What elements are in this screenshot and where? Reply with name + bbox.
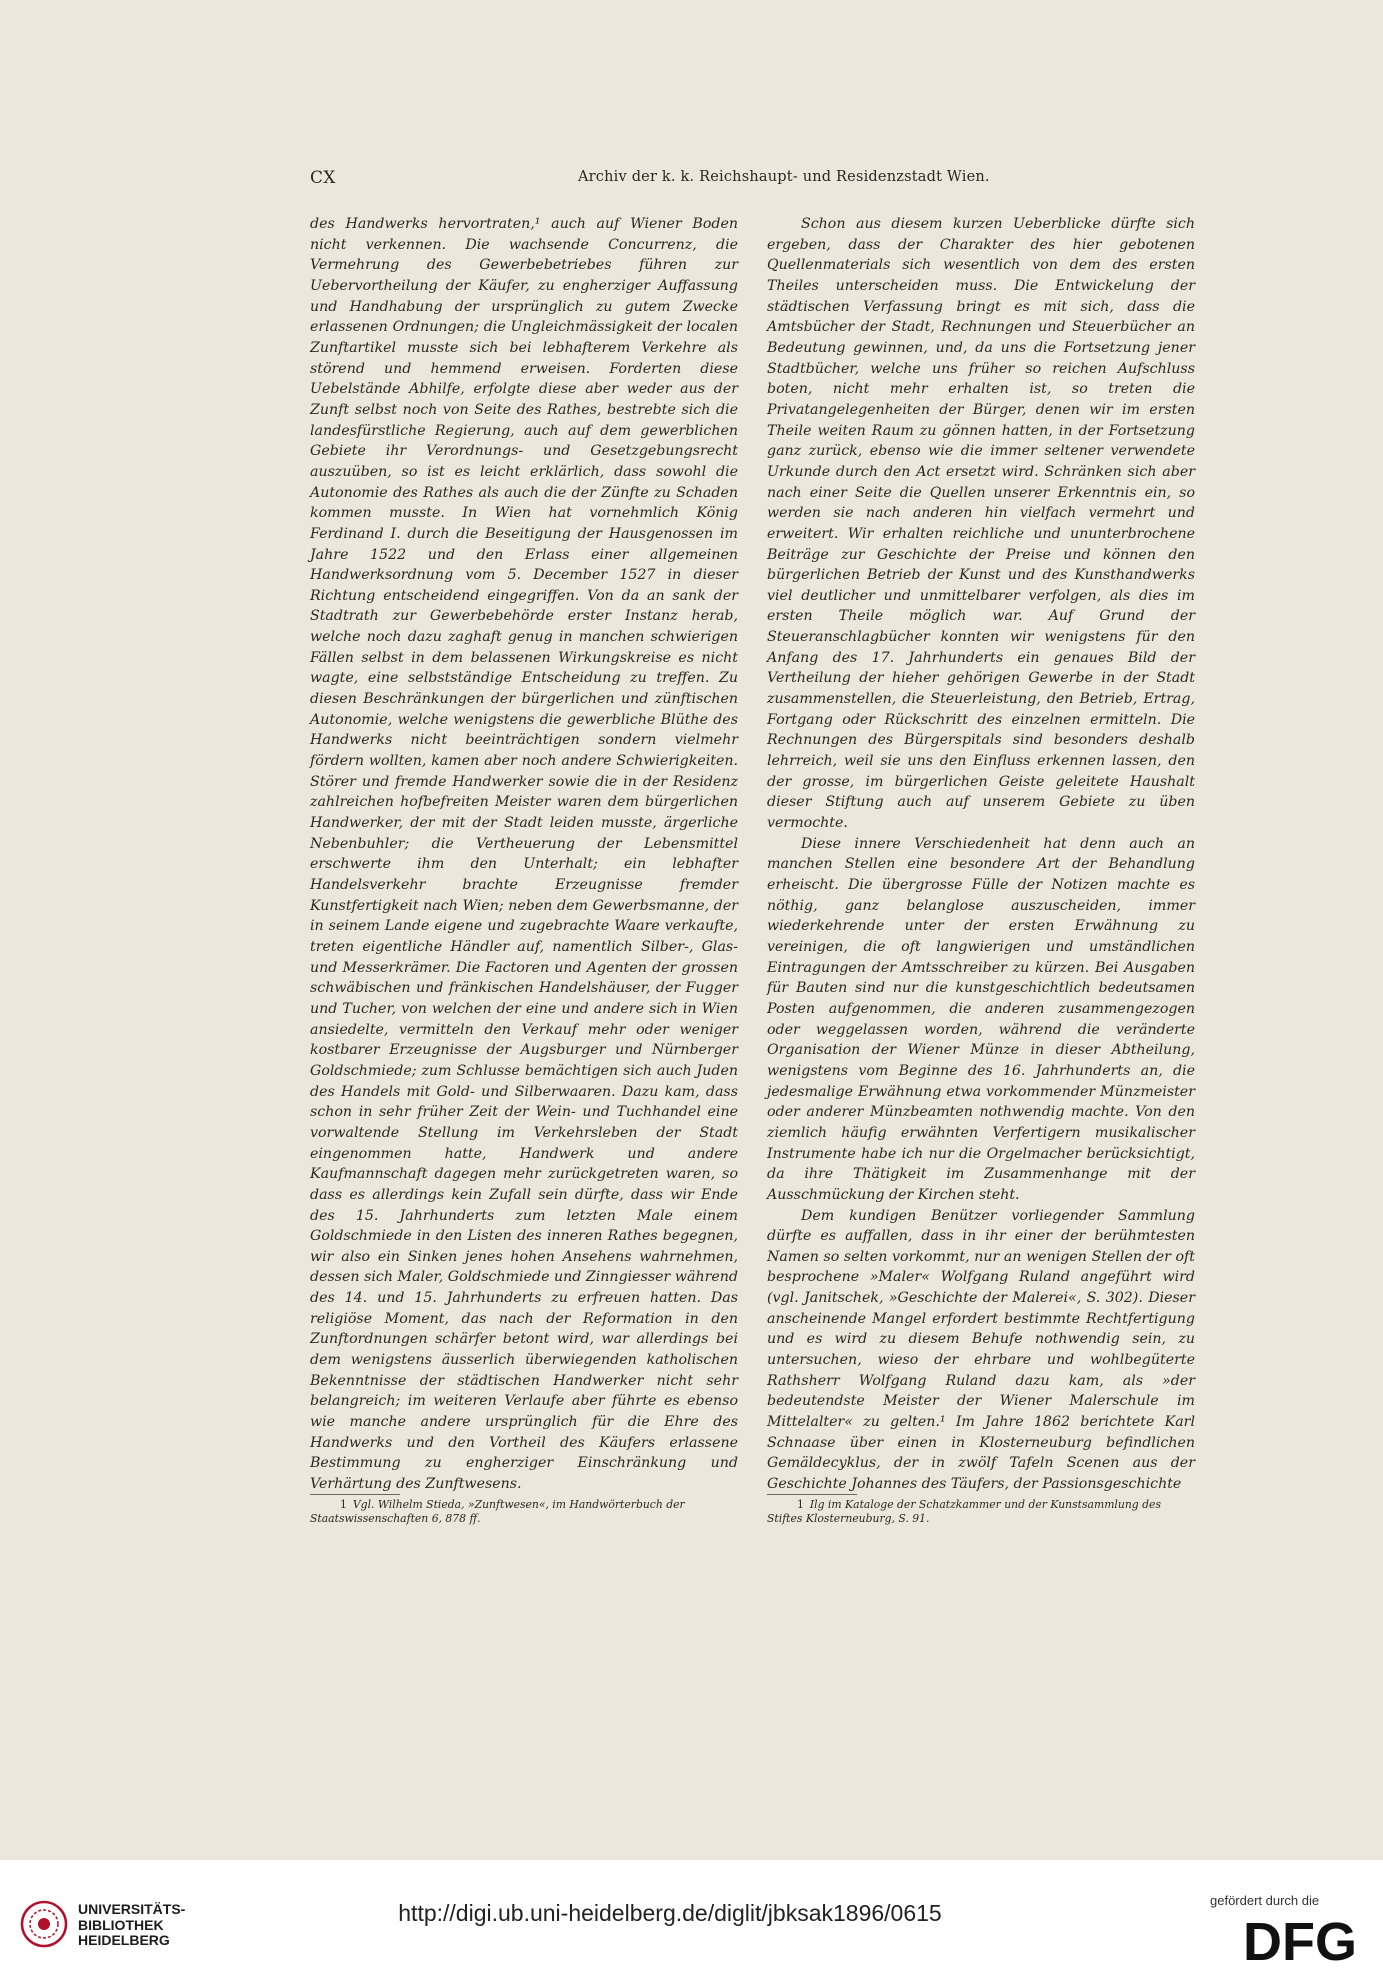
right-column xyxy=(767,214,1195,1495)
header-title: Archiv der k. k. Reichshaupt- und Residenzstadt Wien. xyxy=(578,169,990,185)
sponsor-label: gefördert durch die xyxy=(1210,1893,1320,1908)
library-name-line-3: HEIDELBERG xyxy=(78,1932,170,1948)
footnote-left-text: Vgl. Wilhelm Stieda, »Zunftwesen«, im Handwörterbuch der Staatswissenschaften 6, 878 ff. xyxy=(310,1498,685,1525)
library-name-line-2: BIBLIOTHEK xyxy=(78,1916,164,1933)
footnote-left xyxy=(310,1498,738,1526)
footnote-left-mark: 1 xyxy=(340,1498,347,1511)
footer-bar xyxy=(0,1860,1383,1985)
footnote-rule-left xyxy=(310,1494,400,1495)
university-library-logo-icon[interactable] xyxy=(20,1900,68,1948)
footnote-right xyxy=(767,1498,1195,1526)
right-paragraph-2: Diese innere Verschiedenheit hat denn auch an manchen Stellen eine besondere Art der Behandlung erheischt. Die übergrosse Fülle der Notizen machte es nöthig, ganz belanglose auszuscheiden, immer wiederkehrende unter der ersten Erwähnung zu vereinigen, die oft langwierigen und umständlichen Eintragungen der Amtsschreiber zu kürzen. Bei Ausgaben für Bauten sind nur die kunstgeschichtlich bedeutsamen Posten aufgenommen, die anderen zusammengezogen oder weggelassen worden, während die veränderte Organisation der Wiener Münze in dieser Abtheilung, wenigstens vom Beginne des 16. Jahrhunderts an, die jedesmalige Erwähnung etwa vorkommender Münzmeister oder anderer Münzbeamten nothwendig machte. Von den ziemlich häufig erwähnten Verfertigern musikalischer Instrumente habe ich nur die Orgelmacher berücksichtigt, da ihre Thätigkeit im Zusammenhange mit der Ausschmückung der Kirchen steht. xyxy=(767,835,1195,1203)
library-name-line-1: UNIVERSITÄTS- xyxy=(78,1901,186,1917)
permalink-url[interactable]: http://digi.ub.uni-heidelberg.de/diglit/jbksak1896/0615 xyxy=(398,1900,942,1926)
left-column xyxy=(310,214,738,1495)
dfg-logo-icon[interactable] xyxy=(1230,1910,1370,1968)
right-paragraph-3: Dem kundigen Benützer vorliegender Sammlung dürfte es auffallen, dass in ihr einer der berühmtesten Namen so selten vorkommt, nur an wenigen Stellen der oft besprochene »Maler« Wolfgang Ruland angeführt wird (vgl. Janitschek, »Geschichte der Malerei«, S. 302). Dieser anscheinende Mangel erfordert bestimmte Rechtfertigung und es wird zu diesem Behufe nothwendig sein, zu untersuchen, wieso der ehrbare und wohlbegüterte Rathsherr Wolfgang Ruland dazu kam, als »der bedeutendste Meister der Wiener Malerschule im Mittelalter« zu gelten.¹ Im Jahre 1862 berichtete Karl Schnaase über einen in Klosterneuburg befindlichen Gemäldecyklus, der in zwölf Tafeln Scenen aus der Geschichte Johannes des Täufers, der Passionsgeschichte xyxy=(767,1207,1195,1493)
right-paragraph-1: Schon aus diesem kurzen Ueberblicke dürfte sich ergeben, dass der Charakter des hier gebotenen Quellenmaterials sich wesentlich von dem des ersten Theiles unterscheiden muss. Die Entwickelung der städtischen Verfassung bringt es mit sich, dass die Amtsbücher der Stadt, Rechnungen und Steuerbücher an Bedeutung gewinnen, und, da uns die Fortsetzung jener Stadtbücher, welche uns früher so reichen Aufschluss boten, nicht mehr erhalten ist, so treten die Privatangelegenheiten der Bürger, denen wir im ersten Theile weiten Raum zu gönnen hatten, in der Fortsetzung ganz zurück, ebenso wie die immer seltener verwendete Urkunde durch den Act ersetzt wird. Schränken sich aber nach einer Seite die Quellen unserer Erkenntnis ein, so werden sie nach anderen hin vielfach vermehrt und erweitert. Wir erhalten reichliche und ununterbrochene Beiträge zur Geschichte der Preise und können den bürgerlichen Betrieb der Kunst und des Kunsthandwerks viel deutlicher und unmittelbarer verfolgen, als dies im ersten Theile möglich war. Auf Grund der Steueranschlagbücher konnten wir wenigstens für den Anfang des 17. Jahrhunderts ein genaues Bild der Vertheilung der hieher gehörigen Gewerbe in der Stadt zusammenstellen, die Steuerleistung, den Betrieb, Ertrag, Fortgang oder Rückschritt des einzelnen ermitteln. Die Rechnungen des Bürgerspitals sind besonders deshalb lehrreich, weil sie uns den Einfluss erkennen lassen, den der grosse, im bürgerlichen Geiste geleitete Haushalt dieser Stiftung auch auf unserem Gebiete zu üben vermochte. xyxy=(767,216,1195,832)
dfg-logo-text: DFG xyxy=(1243,1912,1357,1968)
footnote-right-text: Ilg im Kataloge der Schatzkammer und der Kunstsammlung des Stiftes Klosterneuburg, S. 91. xyxy=(767,1498,1161,1525)
left-paragraph-1: des Handwerks hervortraten,¹ auch auf Wiener Boden nicht verkennen. Die wachsende Concurrenz, die Vermehrung des Gewerbebetriebes führen zur Uebervortheilung der Käufer, zu engherziger Auffassung und Handhabung der ursprünglich zu gutem Zwecke erlassenen Ordnungen; die Ungleichmässigkeit der localen Zunftartikel musste sich bei lebhafterem Verkehre als störend und hemmend erweisen. Forderten diese Uebelstände Abhilfe, erfolgte diese aber weder aus der Zunft selbst noch von Seite des Rathes, bestrebte sich die landesfürstliche Regierung, auch auf dem gewerblichen Gebiete ihr Verordnungs- und Gesetzgebungsrecht auszuüben, so ist es leicht erklärlich, dass sowohl die Autonomie des Rathes als auch die der Zünfte zu Schaden kommen musste. In Wien hat vornehmlich König Ferdinand I. durch die Beseitigung der Hausgenossen im Jahre 1522 und den Erlass einer allgemeinen Handwerksordnung vom 5. December 1527 in dieser Richtung entscheidend eingegriffen. Von da an sank der Stadtrath zur Gewerbebehörde erster Instanz herab, welche noch dazu zaghaft genug in manchen schwierigen Fällen selbst in dem belassenen Wirkungskreise es nicht wagte, eine selbstständige Entscheidung zu treffen. Zu diesen Beschränkungen der bürgerlichen und zünftischen Autonomie, welche wenigstens die gewerbliche Blüthe des Handwerks nicht beeinträchtigen sondern vielmehr fördern wollten, kamen aber noch andere Schwierigkeiten. Störer und fremde Handwerker sowie die in der Residenz zahlreichen hofbefreiten Meister waren dem bürgerlichen Handwerker, der mit der Stadt leiden musste, ärgerliche Nebenbuhler; die Vertheuerung der Lebensmittel erschwerte ihm den Unterhalt; ein lebhafter Handelsverkehr brachte Erzeugnisse fremder Kunstfertigkeit nach Wien; neben dem Gewerbsmanne, der in seinem Lande eigene und zugebrachte Waare verkaufte, treten eigentliche Händler auf, namentlich Silber-, Glas- und Messerkrämer. Die Factoren und Agenten der grossen schwäbischen und fränkischen Handelshäuser, der Fugger und Tucher, von welchen der eine und andere sich in Wien ansiedelte, vermitteln den Verkauf mehr oder weniger kostbarer Erzeugnisse der Augsburger und Nürnberger Goldschmiede; zum Schlusse bemächtigen sich auch Juden des Handels mit Gold- und Silberwaaren. Dazu kam, dass schon in sehr früher Zeit der Wein- und Tuchhandel eine vorwaltende Stellung im Verkehrsleben der Stadt eingenommen hatte, Handwerk und andere Kaufmannschaft dagegen mehr zurückgetreten waren, so dass es allerdings kein Zufall sein dürfte, dass wir Ende des 15. Jahrhunderts zum letzten Male einem Goldschmiede in den Listen des inneren Rathes begegnen, wir also ein Sinken jenes hohen Ansehens wahrnehmen, dessen sich Maler, Goldschmiede und Zinngiesser während des 14. und 15. Jahrhunderts zu erfreuen hatten. Das religiöse Moment, das nach der Reformation in den Zunftordnungen schärfer betont wird, war allerdings bei dem wenigstens äusserlich überwiegenden katholischen Bekenntnisse der städtischen Handwerker nicht sehr belangreich; im weiteren Verlaufe aber führte es ebenso wie manche andere ursprünglich für die Ehre des Handwerks und den Vortheil des Käufers erlassene Bestimmung zu engherziger Einschränkung und Verhärtung des Zunftwesens. xyxy=(310,216,738,1493)
page-number: CX xyxy=(310,168,336,188)
footnote-right-mark: 1 xyxy=(797,1498,804,1511)
running-head xyxy=(310,168,1200,190)
footnote-rule-right xyxy=(767,1494,857,1495)
library-name[interactable] xyxy=(78,1902,185,1949)
